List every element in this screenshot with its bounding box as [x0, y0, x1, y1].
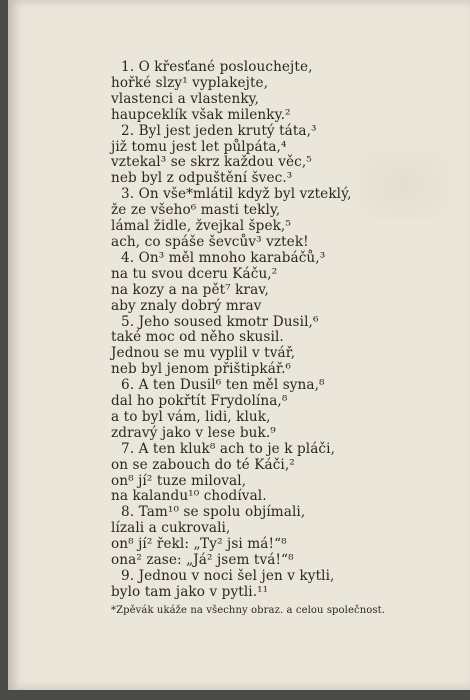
verse-line: ona² zase: „Já² jsem tvá!“⁸ — [111, 552, 294, 569]
stanza-5 — [111, 315, 441, 379]
verse-line: vztekal³ se skrz každou věc,⁵ — [111, 154, 312, 171]
verse-line: 9. Jednou v noci šel jen v kytli, — [121, 568, 335, 584]
verse-line: bylo tam jako v pytli.¹¹ — [111, 583, 269, 600]
verse-line: 5. Jeho soused kmotr Dusil,⁶ — [121, 313, 319, 330]
verse-line: 3. On vše*mlátil když byl vzteklý, — [121, 186, 352, 203]
stanza-4 — [111, 251, 441, 315]
verse-line: 8. Tam¹⁰ se spolu objímali, — [121, 504, 306, 521]
verse-line: lámal židle, žvejkal špek,⁵ — [111, 218, 291, 235]
stanza-1 — [111, 60, 441, 124]
verse-line: zdravý jako v lese buk.⁹ — [111, 424, 276, 441]
verse-line: 6. A ten Dusil⁶ ten měl syna,⁸ — [121, 377, 325, 394]
verse-line: 4. On³ měl mnoho karabáčů,³ — [121, 249, 326, 266]
stanza-2 — [111, 124, 441, 188]
verse-line: na kozy a na pět⁷ krav, — [111, 281, 269, 298]
stanza-9 — [111, 569, 441, 601]
verse-line: na kalandu¹⁰ chodíval. — [111, 488, 267, 505]
stanza-8 — [111, 505, 441, 569]
verse-line: aby znaly dobrý mrav — [111, 297, 262, 314]
verse-line: na tu svou dceru Káču,² — [111, 265, 278, 282]
verse-line: on⁸ jí² řekl: „Ty² jsi má!“⁸ — [111, 536, 287, 553]
verse-line: 1. O křesťané poslouchejte, — [121, 59, 313, 75]
verse-line: hořké slzy¹ vyplakejte, — [111, 74, 269, 91]
verse-line: neb byl z odpuštění švec.³ — [111, 170, 293, 187]
verse-line: že ze všeho⁶ masti tekly, — [111, 202, 281, 219]
verse-line: haupceklík však milenky.² — [111, 106, 291, 123]
verse-line: ach, co spáše ševcův³ vztek! — [111, 233, 309, 250]
verse-line: on se zabouch do té Káči,² — [111, 456, 295, 473]
verse-line: lízali a cukrovali, — [111, 520, 231, 537]
stanza-6 — [111, 378, 441, 442]
verse-line: on⁸ jí² tuze miloval, — [111, 472, 247, 489]
verse-line: 7. A ten kluk⁸ ach to je k pláči, — [121, 440, 335, 457]
verse-line: 2. Byl jest jeden krutý táta,³ — [121, 122, 317, 139]
footnote: *Zpěvák ukáže na všechny obraz. a celou společnost. — [111, 604, 385, 616]
stanza-7 — [111, 442, 441, 506]
verse-line: a to byl vám, lidi, kluk, — [111, 408, 271, 425]
verse-line: Jednou se mu vyplil v tvář, — [111, 345, 296, 362]
verse-line: neb byl jenom přištipkář.⁶ — [111, 361, 292, 378]
verse-line: vlastenci a vlastenky, — [111, 90, 260, 107]
book-page — [8, 0, 470, 690]
verse-line: již tomu jest let půlpáta,⁴ — [111, 138, 287, 155]
verse-line: také moc od něho skusil. — [111, 329, 284, 346]
poem-text — [111, 60, 441, 618]
verse-line: dal ho pokřtít Frydolína,⁸ — [111, 393, 288, 410]
stanza-3 — [111, 187, 441, 251]
